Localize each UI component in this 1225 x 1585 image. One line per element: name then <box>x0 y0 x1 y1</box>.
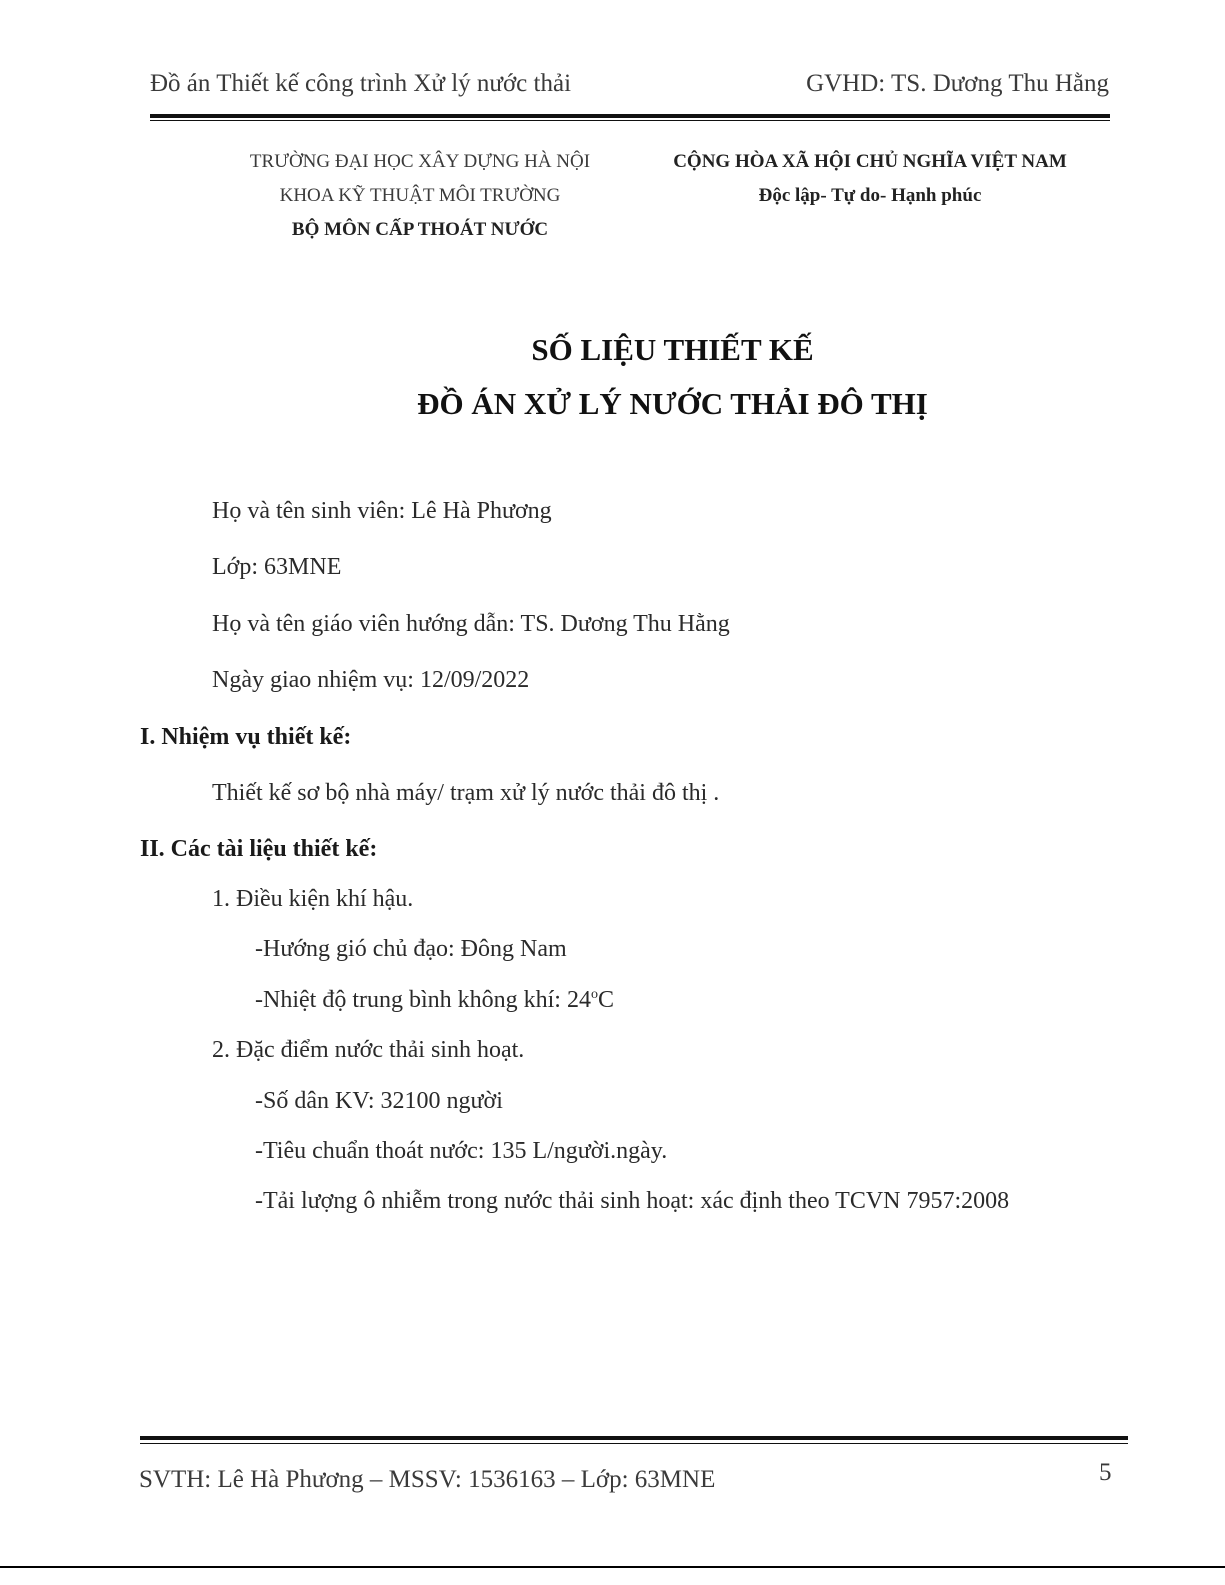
document-title-line2: ĐỒ ÁN XỬ LÝ NƯỚC THẢI ĐÔ THỊ <box>417 386 928 421</box>
department-name: BỘ MÔN CẤP THOÁT NƯỚC <box>291 219 549 240</box>
footer-student-info: SVTH: Lê Hà Phương – MSSV: 1536163 – Lớp: 63MNE <box>139 1466 716 1493</box>
average-temperature <box>255 987 614 1014</box>
faculty-name: KHOA KỸ THUẬT MÔI TRƯỜNG <box>279 185 561 206</box>
population: -Số dân KV: 32100 người <box>255 1088 503 1114</box>
assignment-date: Ngày giao nhiệm vụ: 12/09/2022 <box>212 667 530 693</box>
climate-item: 1. Điều kiện khí hậu. <box>212 886 414 912</box>
national-title: CỘNG HÒA XÃ HỘI CHỦ NGHĨA VIỆT NAM <box>673 151 1067 172</box>
degree-sup: o <box>590 987 598 1002</box>
temperature-unit: C <box>597 987 614 1013</box>
drainage-standard: -Tiêu chuẩn thoát nước: 135 L/người.ngày. <box>255 1138 668 1164</box>
page-number: 5 <box>1099 1459 1112 1486</box>
university-name: TRƯỜNG ĐẠI HỌC XÂY DỰNG HÀ NỘI <box>249 151 591 172</box>
wastewater-item: 2. Đặc điểm nước thải sinh hoạt. <box>212 1037 525 1063</box>
temperature-label: -Nhiệt độ trung bình không khí: 24 <box>255 987 591 1013</box>
section1-text: Thiết kế sơ bộ nhà máy/ trạm xử lý nước thải đô thị . <box>212 780 720 806</box>
section2-heading: II. Các tài liệu thiết kế: <box>140 836 378 862</box>
header-rule-thick <box>150 114 1110 118</box>
header-left: Đồ án Thiết kế công trình Xử lý nước thải <box>150 70 572 97</box>
teacher-name: Họ và tên giáo viên hướng dẫn: TS. Dương Thu Hằng <box>212 611 730 637</box>
wind-direction: -Hướng gió chủ đạo: Đông Nam <box>255 936 567 962</box>
student-class: Lớp: 63MNE <box>212 554 342 580</box>
header-right: GVHD: TS. Dương Thu Hằng <box>806 70 1109 97</box>
student-name: Họ và tên sinh viên: Lê Hà Phương <box>212 498 552 524</box>
pollution-load: -Tải lượng ô nhiễm trong nước thải sinh hoạt: xác định theo TCVN 7957:2008 <box>255 1188 1010 1214</box>
section1-heading: I. Nhiệm vụ thiết kế: <box>140 724 352 750</box>
footer-rule-thin <box>140 1443 1128 1444</box>
footer-rule-thick <box>140 1436 1128 1440</box>
header-rule-thin <box>150 120 1110 121</box>
national-motto: Độc lập- Tự do- Hạnh phúc <box>758 185 982 206</box>
document-title-line1: SỐ LIỆU THIẾT KẾ <box>531 332 814 367</box>
page-bottom-border <box>0 1566 1225 1568</box>
